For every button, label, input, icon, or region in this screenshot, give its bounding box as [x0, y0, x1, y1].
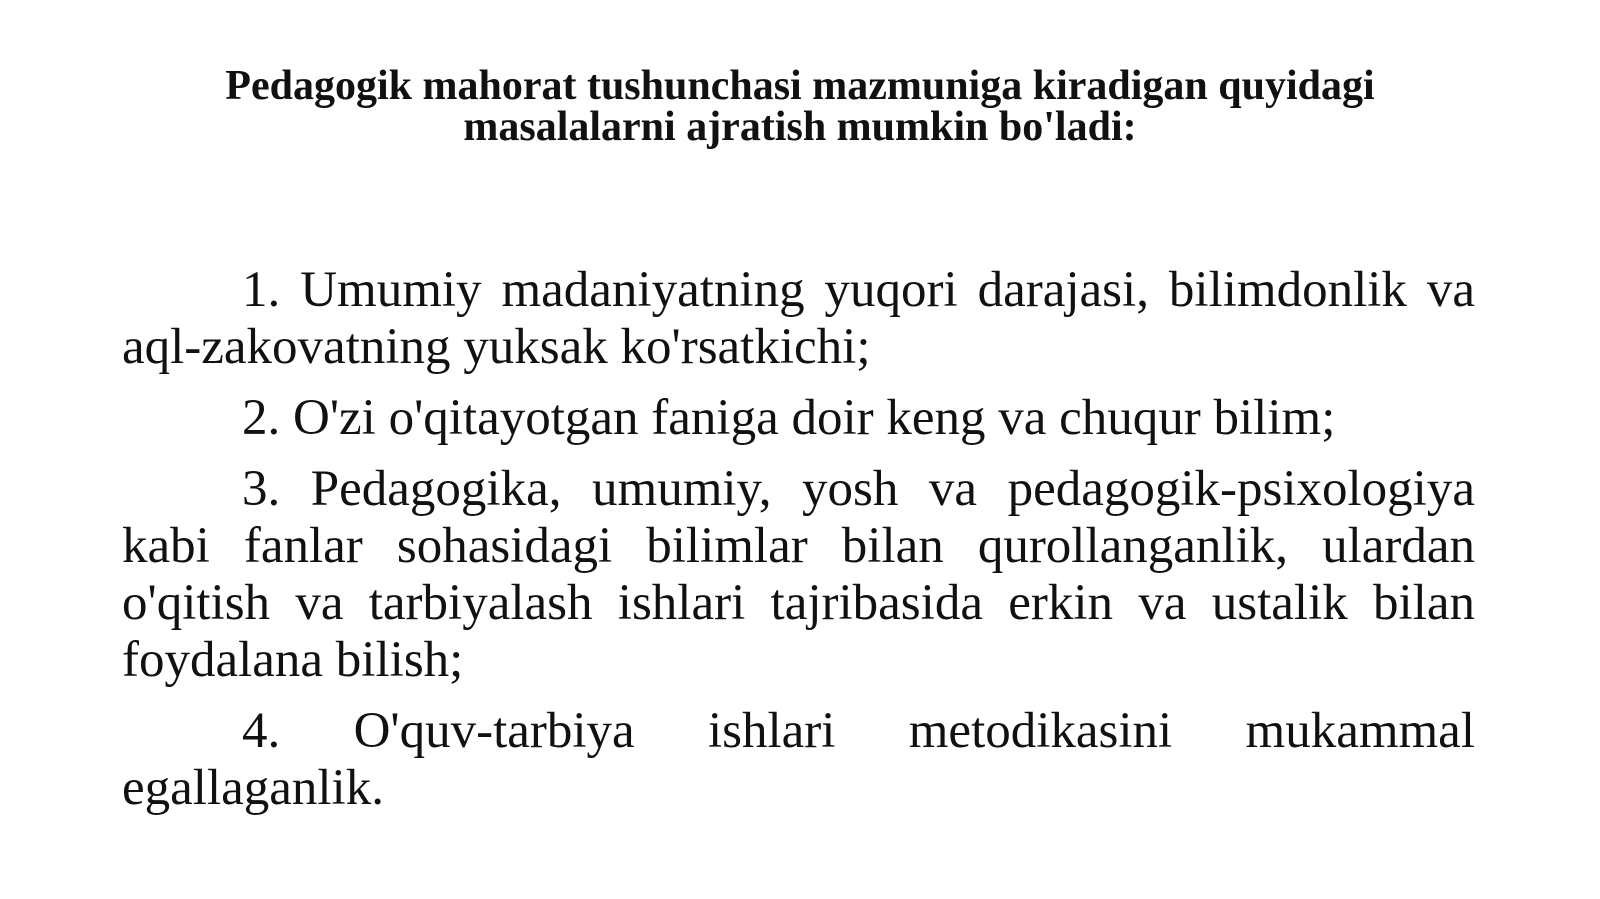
slide-body [122, 262, 1475, 817]
list-item-4: 4. O'quv-tarbiya ishlari metodikasini mukammal egallaganlik. [122, 703, 1475, 816]
slide-title-line-1: Pedagogik mahorat tushunchasi mazmuniga kiradigan quyidagi [225, 63, 1375, 109]
slide-title [150, 63, 1450, 150]
list-item-1: 1. Umumiy madaniyatning yuqori darajasi, bilimdonlik va aql-zakovatning yuksak ko'rsatkichi; [122, 262, 1475, 375]
list-item-2: 2. O'zi o'qitayotgan faniga doir keng va chuqur bilim; [242, 390, 1336, 446]
list-item-3: 3. Pedagogika, umumiy, yosh va pedagogik-psixologiya kabi fanlar sohasidagi bilimlar bilan qurollanganlik, ulardan o'qitish va tarbiyalash ishlari tajribasida erkin va ustalik bilan foydalana bilish; [122, 461, 1475, 688]
slide-title-line-2: masalalarni ajratish mumkin bo'ladi: [463, 104, 1137, 150]
